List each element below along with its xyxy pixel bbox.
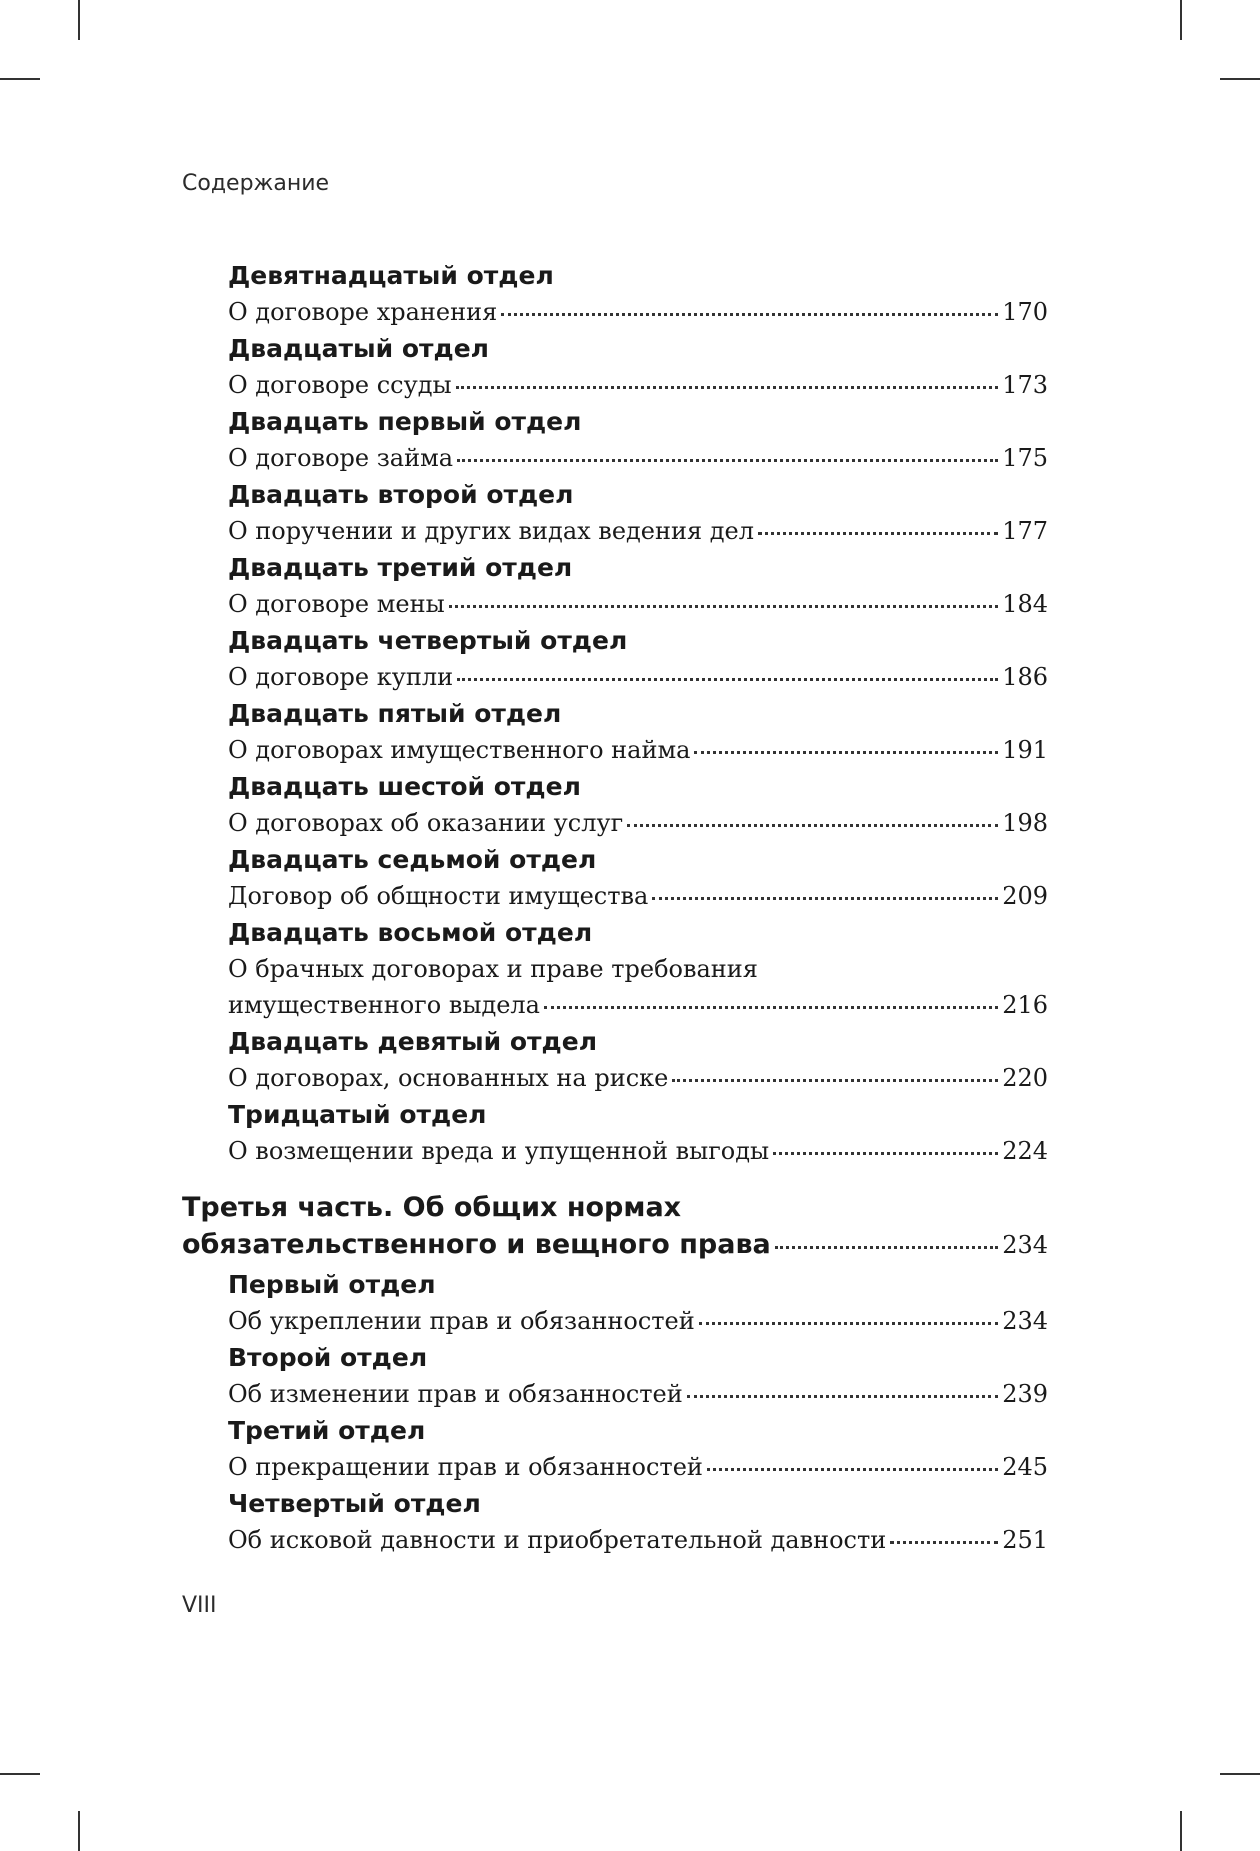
dot-leader — [687, 1394, 998, 1398]
section-heading: Двадцать восьмой отдел — [228, 918, 593, 947]
dot-leader — [456, 385, 999, 389]
toc-line — [228, 513, 1048, 549]
toc-line — [228, 586, 1048, 622]
toc-line — [228, 805, 1048, 841]
page-number: 175 — [1002, 444, 1048, 472]
crop-mark — [1220, 78, 1260, 80]
crop-mark — [78, 0, 80, 40]
toc-line — [228, 1303, 1048, 1339]
toc-entry[interactable] — [182, 1340, 1048, 1412]
toc-line — [228, 367, 1048, 403]
section-heading: Третий отдел — [228, 1416, 426, 1445]
crop-mark — [0, 1773, 40, 1775]
toc-entry[interactable] — [182, 258, 1048, 330]
crop-mark — [1180, 0, 1182, 40]
part-title-line1: Третья часть. Об общих нормах — [182, 1192, 682, 1223]
toc-entry[interactable] — [182, 477, 1048, 549]
toc-line — [228, 878, 1048, 914]
page-number: 173 — [1002, 371, 1048, 399]
dot-leader — [773, 1151, 998, 1155]
entry-title: Об изменении прав и обязанностей — [228, 1380, 683, 1408]
page-number: 191 — [1002, 736, 1048, 764]
toc-line — [182, 1227, 1048, 1263]
entry-title: О договоре ссуды — [228, 371, 452, 399]
entry-title: Об исковой давности и приобретательной давности — [228, 1526, 887, 1554]
section-heading: Двадцать четвертый отдел — [228, 626, 628, 655]
crop-mark — [0, 78, 40, 80]
page-number: 216 — [1002, 991, 1048, 1019]
section-heading: Первый отдел — [228, 1270, 436, 1299]
toc-entry[interactable] — [182, 1097, 1048, 1169]
section-heading: Второй отдел — [228, 1343, 428, 1372]
page-number: 234 — [1002, 1231, 1048, 1259]
dot-leader — [457, 458, 998, 462]
page-number: 239 — [1002, 1380, 1048, 1408]
entry-title: Договор об общности имущества — [228, 882, 649, 910]
entry-title: О возмещении вреда и упущенной выгоды — [228, 1137, 770, 1165]
toc-line — [228, 732, 1048, 768]
crop-mark — [1180, 1811, 1182, 1851]
toc-entry[interactable] — [182, 1024, 1048, 1096]
table-of-contents — [182, 258, 1048, 1559]
page-number: 198 — [1002, 809, 1048, 837]
toc-entry[interactable] — [182, 769, 1048, 841]
entry-title: О договоре мены — [228, 590, 445, 618]
toc-line — [228, 294, 1048, 330]
entry-title-line1: О брачных договорах и праве требования — [228, 955, 758, 983]
dot-leader — [457, 677, 998, 681]
entry-title: О договоре займа — [228, 444, 454, 472]
toc-line — [228, 1133, 1048, 1169]
entry-title: О договоре купли — [228, 663, 454, 691]
toc-entry[interactable] — [182, 623, 1048, 695]
entry-title: О поручении и других видах ведения дел — [228, 517, 754, 545]
page-number: 170 — [1002, 298, 1048, 326]
section-heading: Двадцатый отдел — [228, 334, 489, 363]
toc-entry[interactable] — [182, 1413, 1048, 1485]
dot-leader — [699, 1321, 998, 1325]
toc-entry[interactable] — [182, 1267, 1048, 1339]
toc-line — [228, 987, 1048, 1023]
crop-mark — [1220, 1773, 1260, 1775]
entry-title: О договорах имущественного найма — [228, 736, 691, 764]
section-heading: Двадцать первый отдел — [228, 407, 582, 436]
toc-line — [228, 1060, 1048, 1096]
page-number: 186 — [1002, 663, 1048, 691]
section-heading: Двадцать девятый отдел — [228, 1027, 598, 1056]
part-entry[interactable] — [182, 1189, 1048, 1263]
toc-line — [228, 659, 1048, 695]
entry-title: О договоре хранения — [228, 298, 498, 326]
toc-entry[interactable] — [182, 404, 1048, 476]
toc-entry[interactable] — [182, 331, 1048, 403]
section-heading: Двадцать пятый отдел — [228, 699, 562, 728]
dot-leader — [544, 1005, 998, 1009]
section-heading: Тридцатый отдел — [228, 1100, 487, 1129]
running-head: Содержание — [182, 171, 330, 196]
dot-leader — [758, 531, 998, 535]
toc-entry[interactable] — [182, 915, 1048, 1023]
toc-line — [228, 1522, 1048, 1558]
dot-leader — [775, 1245, 998, 1249]
page-number: 251 — [1002, 1526, 1048, 1554]
dot-leader — [694, 750, 998, 754]
toc-entry[interactable] — [182, 550, 1048, 622]
toc-line — [228, 440, 1048, 476]
section-heading: Двадцать второй отдел — [228, 480, 574, 509]
toc-line — [228, 1376, 1048, 1412]
dot-leader — [672, 1078, 998, 1082]
toc-entry[interactable] — [182, 842, 1048, 914]
entry-title: О прекращении прав и обязанностей — [228, 1453, 703, 1481]
section-heading: Двадцать седьмой отдел — [228, 845, 597, 874]
entry-title-line2: имущественного выдела — [228, 991, 540, 1019]
page-folio: VIII — [182, 1593, 217, 1618]
crop-mark — [78, 1811, 80, 1851]
toc-entry[interactable] — [182, 696, 1048, 768]
section-heading: Двадцать шестой отдел — [228, 772, 581, 801]
part-title-line2: обязательственного и вещного права — [182, 1229, 771, 1260]
page-number: 245 — [1002, 1453, 1048, 1481]
section-heading: Четвертый отдел — [228, 1489, 481, 1518]
dot-leader — [501, 312, 998, 316]
toc-entry[interactable] — [182, 1486, 1048, 1558]
section-heading: Девятнадцатый отдел — [228, 261, 554, 290]
entry-title: О договорах об оказании услуг — [228, 809, 624, 837]
page-number: 177 — [1002, 517, 1048, 545]
dot-leader — [627, 823, 998, 827]
toc-line — [228, 1449, 1048, 1485]
page-number: 220 — [1002, 1064, 1048, 1092]
page-number: 184 — [1002, 590, 1048, 618]
section-heading: Двадцать третий отдел — [228, 553, 573, 582]
entry-title: О договорах, основанных на риске — [228, 1064, 669, 1092]
page-number: 209 — [1002, 882, 1048, 910]
page-number: 224 — [1002, 1137, 1048, 1165]
dot-leader — [652, 896, 998, 900]
page-number: 234 — [1002, 1307, 1048, 1335]
dot-leader — [449, 604, 999, 608]
dot-leader — [890, 1540, 998, 1544]
entry-title: Об укреплении прав и обязанностей — [228, 1307, 695, 1335]
dot-leader — [707, 1467, 998, 1471]
